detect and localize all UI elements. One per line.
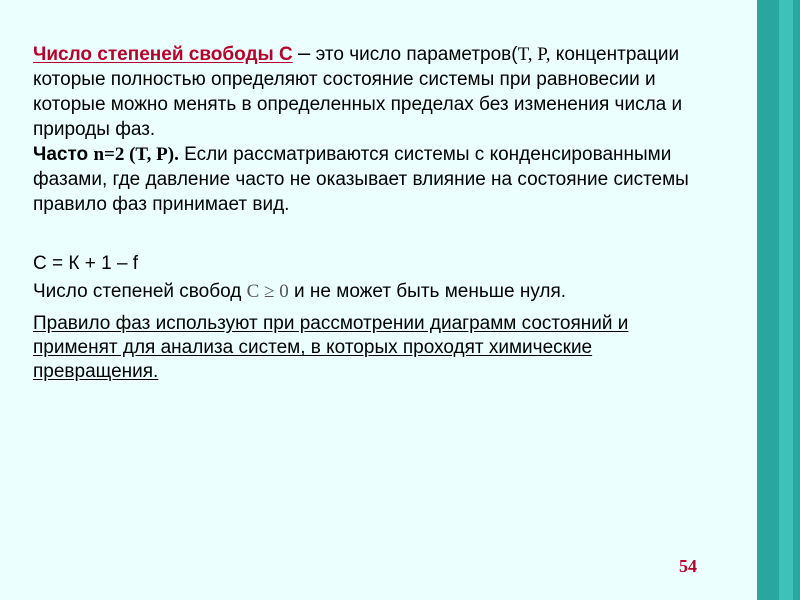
definition-paragraph (33, 40, 800, 217)
page-number: 54 (679, 556, 697, 576)
definition-line-4: природы фаз. (33, 119, 156, 140)
definition-line-5 (33, 142, 800, 167)
dof-prefix: Число степеней свобод (33, 281, 242, 302)
usage-line-1: Правило фаз используют при рассмотрении диаграмм состояний и (33, 313, 629, 334)
definition-line-1 (33, 40, 800, 67)
degrees-of-freedom-line (33, 280, 566, 304)
often-text: Если рассматриваются системы с конденсированными (184, 144, 672, 165)
often-formula: n=2 (T, P). (93, 144, 179, 165)
phase-rule-usage-paragraph (33, 312, 753, 384)
definition-line-3: которые можно менять в определенных пределах без изменения числа и (33, 94, 683, 115)
definition-intro: это число параметров( (315, 44, 518, 65)
definition-params: T, P, (517, 44, 551, 65)
em-dash: – (298, 40, 311, 65)
phase-rule-formula: С = К + 1 – f (33, 253, 139, 274)
dof-suffix: и не может быть меньше нуля. (294, 281, 567, 302)
definition-line-7: правило фаз принимает вид. (33, 194, 290, 215)
usage-line-2: применят для анализа систем, в которых проходят химические (33, 337, 593, 358)
definition-intro-end: концентрации (555, 44, 680, 65)
definition-line-6: фазами, где давление часто не оказывает влияние на состояние системы (33, 169, 689, 190)
definition-line-2: которые полностью определяют состояние системы при равновесии и (33, 69, 656, 90)
often-label: Часто (33, 144, 89, 165)
dof-inequality: C ≥ 0 (246, 281, 289, 302)
usage-line-3: превращения. (33, 361, 159, 382)
term-degrees-of-freedom: Число степеней свободы С (33, 44, 293, 65)
